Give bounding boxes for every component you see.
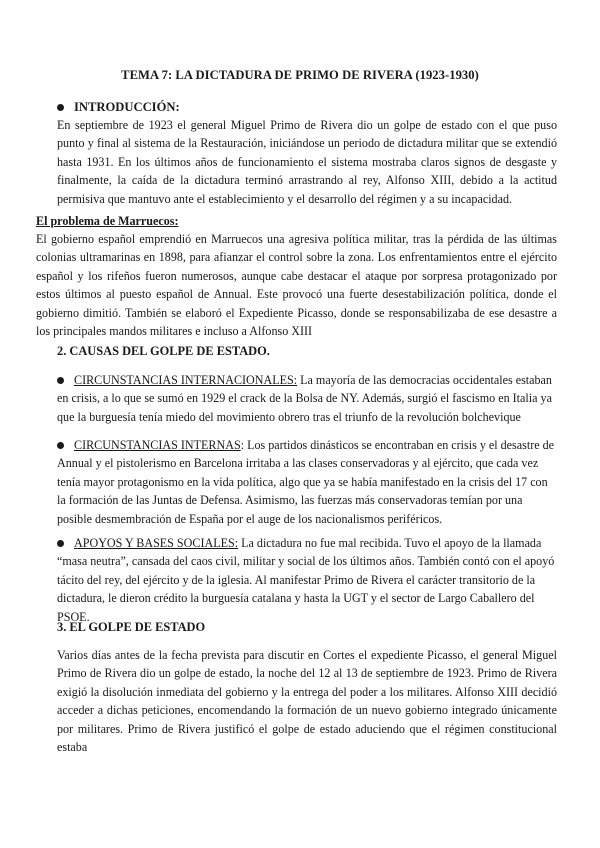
marruecos-paragraph: El gobierno español emprendió en Marruecos una agresiva política militar, tras la pérdida de las últimas colonias ultramarinas en 1898, para afianzar el control sobre la zona. Los enfrentamientos entre el ejército español y los rifeños fueron numerosos, aunque cabe destacar el ataque por sorpresa protagonizado por estos últimos al puesto español de Annual. Este provocó una fuerte desestabilización política, donde el gobierno dimitió. También se elaboró el Expediente Picasso, donde se responsabilizaba de ese desastre a los principales mandos militares e incluso a Alfonso XIII: [36, 232, 557, 339]
causa-text: La dictadura no fue mal recibida. Tuvo el apoyo de la llamada “masa neutra”, cansada del caos civil, militar y social de los últimos años. También contó con el apoyó tácito del rey, del ejército y de la iglesia. Al manifestar Primo de Rivera el carácter transitorio de la dictadura, le dieron crédito la burguesía catalana y hasta la UGT y el sector de Largo Caballero del PSOE.: [57, 536, 555, 624]
golpe-paragraph: Varios días antes de la fecha prevista para discutir en Cortes el expediente Picasso, el general Miguel Primo de Rivera dio un golpe de estado, la noche del 12 al 13 de septiembre de 1923. Primo de Rivera exigió la disolución inmediata del gobierno y la entrega del poder a los militares. Alfonso XIII decidió acceder a dichas peticiones, encomendando la formación de un nuevo gobierno integrado únicamente por militares. Primo de Rivera justificó el golpe de estado aduciendo que el régimen constitucional estaba: [57, 648, 557, 755]
golpe-heading: 3. EL GOLPE DE ESTADO: [57, 620, 206, 634]
intro-heading: [57, 100, 180, 115]
causa-text: La mayoría de las democracias occidentales estaban en crisis, a lo que se sumó en 1929 el crack de la Bolsa de NY. Además, surgió el fascismo en Italia ya que la burguesía tenía miedo del movimiento obrero tras el triunfo de la revolución bolchevique: [57, 373, 552, 424]
bullet-icon: [57, 442, 64, 449]
causa-text: : Los partidos dinásticos se encontraban en crisis y el desastre de Annual y el pistolerismo en Barcelona irritaba a las clases conservadoras y al ejército, que cada vez tenía mayor protagonismo en la vida política, algo que ya se había manifestado en la crisis del 17 con la formación de las Juntas de Defensa. Asimismo, las fuerzas más conservadoras temían por una posible desmembración de España por el auge de los nacionalismos periféricos.: [57, 438, 555, 526]
marruecos-heading: El problema de Marruecos:: [36, 214, 179, 228]
causas-heading: 2. CAUSAS DEL GOLPE DE ESTADO.: [57, 344, 270, 358]
bullet-icon: [57, 104, 64, 111]
intro-heading-text: INTRODUCCIÓN:: [74, 100, 180, 114]
causa-item-3: [57, 534, 557, 626]
causa-label: CIRCUNSTANCIAS INTERNACIONALES:: [74, 373, 298, 387]
causa-item-2: [57, 436, 557, 528]
causa-label: CIRCUNSTANCIAS INTERNAS: [74, 438, 241, 452]
causa-label: APOYOS Y BASES SOCIALES:: [74, 536, 239, 550]
bullet-icon: [57, 540, 64, 547]
document-title: TEMA 7: LA DICTADURA DE PRIMO DE RIVERA (1923-1930): [121, 68, 479, 82]
causa-item-1: [57, 371, 557, 426]
bullet-icon: [57, 377, 64, 384]
intro-paragraph: En septiembre de 1923 el general Miguel Primo de Rivera dio un golpe de estado con el que puso punto y final al sistema de la Restauración, iniciándose un periodo de dictadura militar que se extendió hasta 1931. En los últimos años de funcionamiento el sistema mostraba claros signos de desgaste y finalmente, la caída de la dictadura terminó arrastrando al rey, Alfonso XIII, debido a la actitud permisiva que mantuvo ante el establecimiento y el desarrollo del régimen y a su incapacidad.: [57, 118, 557, 206]
